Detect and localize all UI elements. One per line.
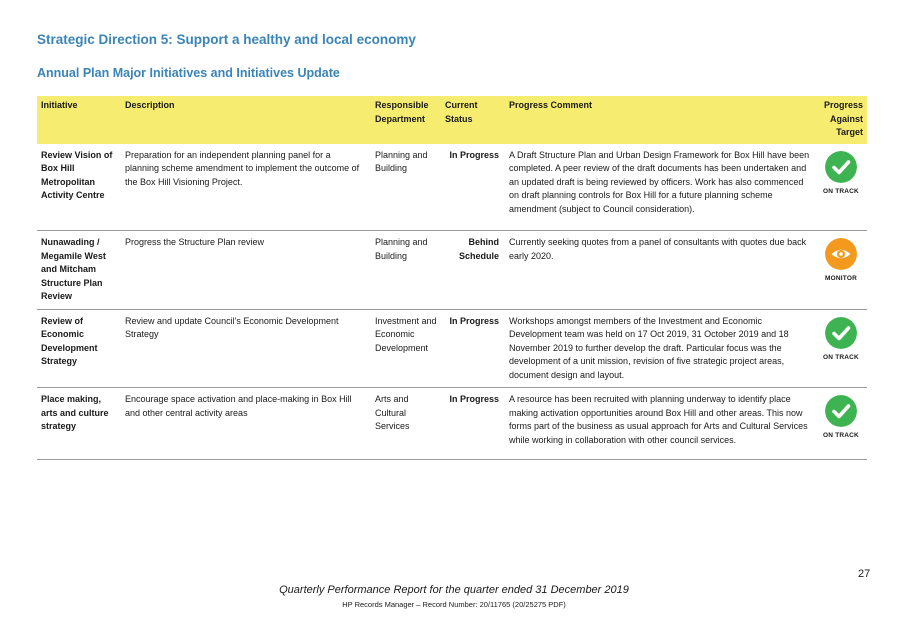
initiative-cell: Place making, arts and culture strategy [37, 388, 121, 460]
initiative-cell: Review Vision of Box Hill Metropolitan Activity Centre [37, 144, 121, 231]
header-initiative: Initiative [37, 96, 121, 144]
section-subheading: Annual Plan Major Initiatives and Initiatives Update [37, 66, 340, 80]
target-cell [815, 144, 867, 231]
header-target: Progress Against Target [815, 96, 867, 144]
target-cell [815, 309, 867, 388]
table-row [37, 144, 867, 231]
description-cell: Encourage space activation and place-making in Box Hill and other central activity areas [121, 388, 371, 460]
status-cell: Behind Schedule [441, 231, 505, 310]
page-heading: Strategic Direction 5: Support a healthy and local economy [37, 32, 416, 47]
department-cell: Planning and Building [371, 144, 441, 231]
table-row [37, 309, 867, 388]
target-cell [815, 231, 867, 310]
check-circle-icon [825, 317, 857, 349]
department-cell: Arts and Cultural Services [371, 388, 441, 460]
check-circle-icon [825, 395, 857, 427]
initiatives-table [37, 96, 867, 460]
header-status: Current Status [441, 96, 505, 144]
comment-cell: Currently seeking quotes from a panel of consultants with quotes due back early 2020. [505, 231, 815, 310]
eye-circle-icon [825, 238, 857, 270]
header-department: Responsible Department [371, 96, 441, 144]
description-cell: Preparation for an independent planning panel for a planning scheme amendment to implement the outcome of the Box Hill Visioning Project. [121, 144, 371, 231]
target-label: MONITOR [825, 275, 857, 282]
initiative-cell: Nunawading / Megamile West and Mitcham Structure Plan Review [37, 231, 121, 310]
initiative-cell: Review of Economic Development Strategy [37, 309, 121, 388]
status-cell: In Progress [441, 144, 505, 231]
target-label: ON TRACK [823, 187, 859, 195]
description-cell: Review and update Council’s Economic Development Strategy [121, 309, 371, 388]
status-cell: In Progress [441, 388, 505, 460]
footer-title: Quarterly Performance Report for the quarter ended 31 December 2019 [279, 584, 629, 596]
status-cell: In Progress [441, 309, 505, 388]
page-number: 27 [858, 568, 871, 580]
department-cell: Investment and Economic Development [371, 309, 441, 388]
comment-cell: Workshops amongst members of the Investment and Economic Development team was held on 17 Oct 2019, 31 October 2019 and 18 November 2019 to further develop the draft. Particular focus was the development of a unit mission, revision of five strategic project areas, document design and layout. [505, 309, 815, 388]
description-cell: Progress the Structure Plan review [121, 231, 371, 310]
comment-cell: A resource has been recruited with planning underway to identify place making activation opportunities around Box Hill and other areas. This now forms part of the business as usual approach for Arts and Cultural Services while working in collaboration with other council services. [505, 388, 815, 460]
table-header-row [37, 96, 867, 144]
target-label: ON TRACK [823, 353, 859, 361]
comment-cell: A Draft Structure Plan and Urban Design Framework for Box Hill have been completed. A peer review of the draft documents has been undertaken and an updated draft is being reviewed by officers. Work has also commenced on draft planning controls for Box Hill for a future planning scheme amendment (subject to Council consideration). [505, 144, 815, 231]
header-comment: Progress Comment [505, 96, 815, 144]
check-circle-icon [825, 151, 857, 183]
table-row [37, 231, 867, 310]
footer-record-number: HP Records Manager – Record Number: 20/11765 (20/25275 PDF) [342, 600, 566, 609]
target-label: ON TRACK [823, 432, 859, 439]
department-cell: Planning and Building [371, 231, 441, 310]
target-cell [815, 388, 867, 460]
table-row [37, 388, 867, 460]
header-description: Description [121, 96, 371, 144]
